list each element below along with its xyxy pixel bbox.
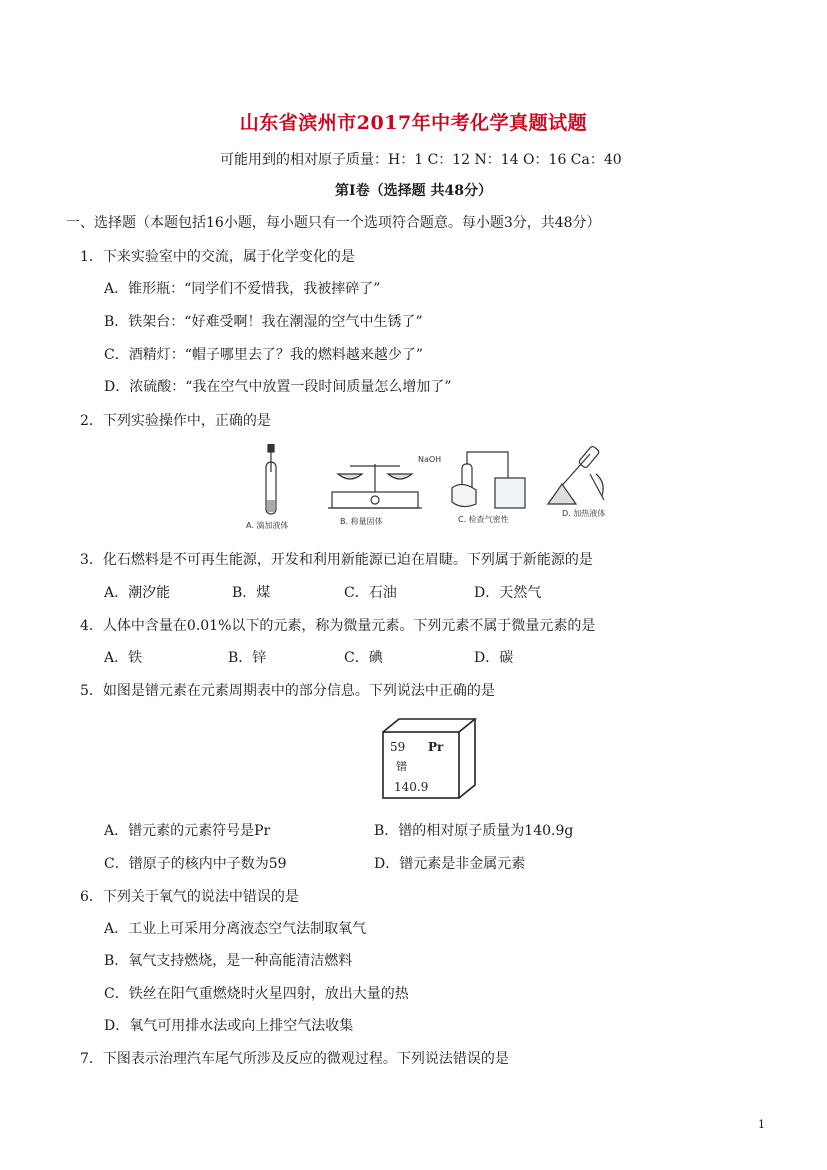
q4-option-b: B．锌	[228, 650, 267, 666]
airtightness-illustration	[452, 452, 525, 508]
q3-option-b: B．煤	[232, 585, 271, 601]
q1-option-d: D．浓硫酸：“我在空气中放置一段时间质量怎么增加了”	[104, 379, 452, 395]
q2-figure	[240, 444, 620, 534]
page-number: 1	[758, 1118, 765, 1131]
caption-c: C. 检查气密性	[458, 515, 509, 524]
heating-illustration	[548, 445, 604, 504]
element-name: 镨	[396, 760, 407, 773]
q3-option-a: A．潮汐能	[104, 585, 171, 601]
balance-illustration	[328, 464, 422, 508]
q6-option-c: C．铁丝在阳气重燃烧时火星四射，放出大量的热	[104, 986, 409, 1002]
q4-option-a: A．铁	[104, 650, 143, 666]
atomic-mass: 140.9	[394, 780, 429, 794]
naoh-label: NaOH	[418, 455, 442, 464]
section-heading: 第Ⅰ卷（选择题 共48分）	[335, 183, 492, 199]
caption-d: D. 加热液体	[562, 509, 606, 518]
q4-option-d: D．碳	[474, 650, 514, 666]
q6-option-a: A．工业上可采用分离液态空气法制取氧气	[104, 921, 367, 937]
q1-option-a: A．锥形瓶：“同学们不爱惜我，我被摔碎了”	[104, 281, 381, 297]
q3-option-d: D．天然气	[474, 585, 542, 601]
dropper-test-tube-illustration	[266, 444, 276, 514]
element-cell-pr	[380, 716, 480, 802]
q3-stem: 3．化石燃料是不可再生能源，开发和利用新能源已迫在眉睫。下列属于新能源的是	[80, 552, 593, 568]
page-title: 山东省滨州市2017年中考化学真题试题	[239, 112, 588, 134]
caption-a: A. 滴加液体	[246, 521, 289, 530]
q5-option-a: A．镨元素的元素符号是Pr	[104, 823, 271, 839]
q4-stem: 4．人体中含量在0.01%以下的元素，称为微量元素。下列元素不属于微量元素的是	[80, 618, 596, 634]
q4-option-c: C．碘	[344, 650, 383, 666]
instructions: 一、选择题（本题包括16小题，每小题只有一个选项符合题意。每小题3分，共48分）	[66, 215, 601, 231]
q1-stem: 1．下来实验室中的交流，属于化学变化的是	[80, 249, 355, 265]
q6-option-b: B．氧气支持燃烧，是一种高能清洁燃料	[104, 953, 353, 969]
q5-option-b: B．镨的相对原子质量为140.9g	[374, 823, 574, 839]
q5-stem: 5．如图是镨元素在元素周期表中的部分信息。下列说法中正确的是	[80, 683, 495, 699]
q1-option-c: C．酒精灯：“帽子哪里去了？我的燃料越来越少了”	[104, 347, 424, 363]
q1-option-b: B．铁架台：“好难受啊！我在潮湿的空气中生锈了”	[104, 314, 423, 330]
q7-stem: 7．下图表示治理汽车尾气所涉及反应的微观过程。下列说法错误的是	[80, 1051, 509, 1067]
atomic-number: 59	[390, 740, 406, 754]
q3-option-c: C．石油	[344, 585, 397, 601]
q6-stem: 6．下列关于氧气的说法中错误的是	[80, 889, 299, 905]
q5-option-c: C．镨原子的核内中子数为59	[104, 856, 287, 872]
atomic-masses: 可能用到的相对原子质量：H：1 C：12 N：14 O：16 Ca：40	[220, 152, 622, 168]
q2-stem: 2．下列实验操作中，正确的是	[80, 413, 271, 429]
q5-option-d: D．镨元素是非金属元素	[374, 856, 526, 872]
element-symbol: Pr	[428, 740, 444, 754]
caption-b: B. 称量固体	[340, 517, 383, 526]
q6-option-d: D．氧气可用排水法或向上排空气法收集	[104, 1018, 354, 1034]
